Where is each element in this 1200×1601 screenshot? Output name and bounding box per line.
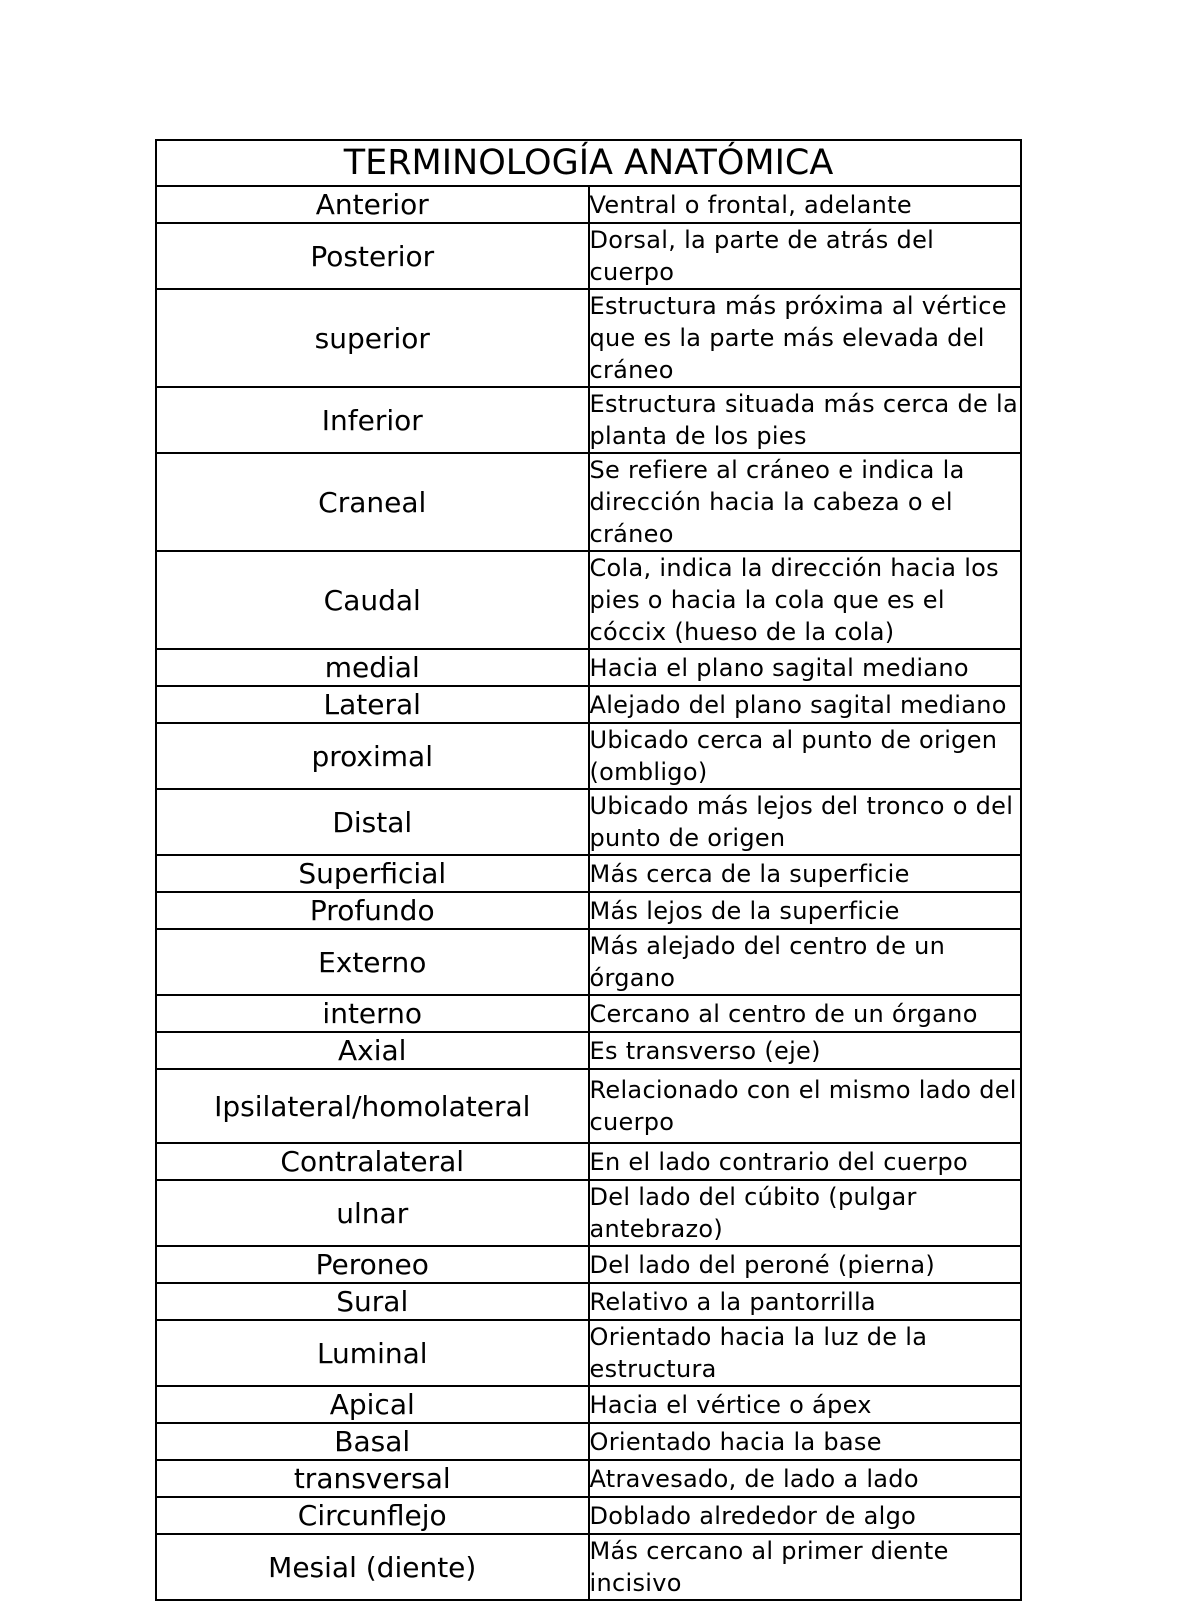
term-cell: interno xyxy=(156,995,589,1032)
term-cell: Posterior xyxy=(156,223,589,289)
table-row xyxy=(156,1320,1021,1386)
definition-cell: Orientado hacia la luz de la estructura xyxy=(589,1320,1022,1386)
table-row xyxy=(156,1497,1021,1534)
table-row xyxy=(156,551,1021,649)
table-row xyxy=(156,1246,1021,1283)
definition-cell: Más cerca de la superficie xyxy=(589,855,1022,892)
table-row xyxy=(156,186,1021,223)
definition-cell: Relativo a la pantorrilla xyxy=(589,1283,1022,1320)
table-row xyxy=(156,1143,1021,1180)
term-cell: Luminal xyxy=(156,1320,589,1386)
term-cell: Contralateral xyxy=(156,1143,589,1180)
definition-cell: Relacionado con el mismo lado del cuerpo xyxy=(589,1069,1022,1143)
table-row xyxy=(156,1534,1021,1600)
term-cell: Basal xyxy=(156,1423,589,1460)
table-row xyxy=(156,387,1021,453)
table-row xyxy=(156,223,1021,289)
definition-cell: Estructura más próxima al vértice que es la parte más elevada del cráneo xyxy=(589,289,1022,387)
definition-cell: Hacia el plano sagital mediano xyxy=(589,649,1022,686)
definition-cell: Cercano al centro de un órgano xyxy=(589,995,1022,1032)
term-cell: Craneal xyxy=(156,453,589,551)
definition-cell: En el lado contrario del cuerpo xyxy=(589,1143,1022,1180)
table-row xyxy=(156,649,1021,686)
term-cell: Circunflejo xyxy=(156,1497,589,1534)
term-cell: Inferior xyxy=(156,387,589,453)
table-row xyxy=(156,289,1021,387)
table-row xyxy=(156,1460,1021,1497)
term-cell: Profundo xyxy=(156,892,589,929)
definition-cell: Dorsal, la parte de atrás del cuerpo xyxy=(589,223,1022,289)
table-row xyxy=(156,453,1021,551)
term-cell: Caudal xyxy=(156,551,589,649)
definition-cell: Cola, indica la dirección hacia los pies o hacia la cola que es el cóccix (hueso de la cola) xyxy=(589,551,1022,649)
table-row xyxy=(156,892,1021,929)
definition-cell: Ubicado más lejos del tronco o del punto de origen xyxy=(589,789,1022,855)
term-cell: Externo xyxy=(156,929,589,995)
table-row xyxy=(156,1069,1021,1143)
table-row xyxy=(156,723,1021,789)
table-row xyxy=(156,929,1021,995)
definition-cell: Ventral o frontal, adelante xyxy=(589,186,1022,223)
term-cell: medial xyxy=(156,649,589,686)
term-cell: Axial xyxy=(156,1032,589,1069)
definition-cell: Es transverso (eje) xyxy=(589,1032,1022,1069)
term-cell: Mesial (diente) xyxy=(156,1534,589,1600)
definition-cell: Se refiere al cráneo e indica la dirección hacia la cabeza o el cráneo xyxy=(589,453,1022,551)
table-row xyxy=(156,1180,1021,1246)
term-cell: Peroneo xyxy=(156,1246,589,1283)
term-cell: Ipsilateral/homolateral xyxy=(156,1069,589,1143)
terminology-table xyxy=(155,139,1022,1601)
definition-cell: Orientado hacia la base xyxy=(589,1423,1022,1460)
table-row xyxy=(156,789,1021,855)
definition-cell: Doblado alrededor de algo xyxy=(589,1497,1022,1534)
definition-cell: Estructura situada más cerca de la planta de los pies xyxy=(589,387,1022,453)
definition-cell: Atravesado, de lado a lado xyxy=(589,1460,1022,1497)
definition-cell: Ubicado cerca al punto de origen (ombligo) xyxy=(589,723,1022,789)
table-row xyxy=(156,1032,1021,1069)
term-cell: superior xyxy=(156,289,589,387)
table-row xyxy=(156,686,1021,723)
term-cell: Sural xyxy=(156,1283,589,1320)
table-header-row xyxy=(156,140,1021,186)
term-cell: proximal xyxy=(156,723,589,789)
definition-cell: Del lado del peroné (pierna) xyxy=(589,1246,1022,1283)
term-cell: Lateral xyxy=(156,686,589,723)
table-row xyxy=(156,1423,1021,1460)
table-title: TERMINOLOGÍA ANATÓMICA xyxy=(156,140,1021,186)
definition-cell: Más alejado del centro de un órgano xyxy=(589,929,1022,995)
term-cell: transversal xyxy=(156,1460,589,1497)
term-cell: Superficial xyxy=(156,855,589,892)
definition-cell: Hacia el vértice o ápex xyxy=(589,1386,1022,1423)
table-row xyxy=(156,855,1021,892)
term-cell: Distal xyxy=(156,789,589,855)
term-cell: Anterior xyxy=(156,186,589,223)
table-row xyxy=(156,995,1021,1032)
term-cell: Apical xyxy=(156,1386,589,1423)
definition-cell: Del lado del cúbito (pulgar antebrazo) xyxy=(589,1180,1022,1246)
definition-cell: Más lejos de la superficie xyxy=(589,892,1022,929)
table-row xyxy=(156,1386,1021,1423)
table-row xyxy=(156,1283,1021,1320)
term-cell: ulnar xyxy=(156,1180,589,1246)
definition-cell: Más cercano al primer diente incisivo xyxy=(589,1534,1022,1600)
definition-cell: Alejado del plano sagital mediano xyxy=(589,686,1022,723)
